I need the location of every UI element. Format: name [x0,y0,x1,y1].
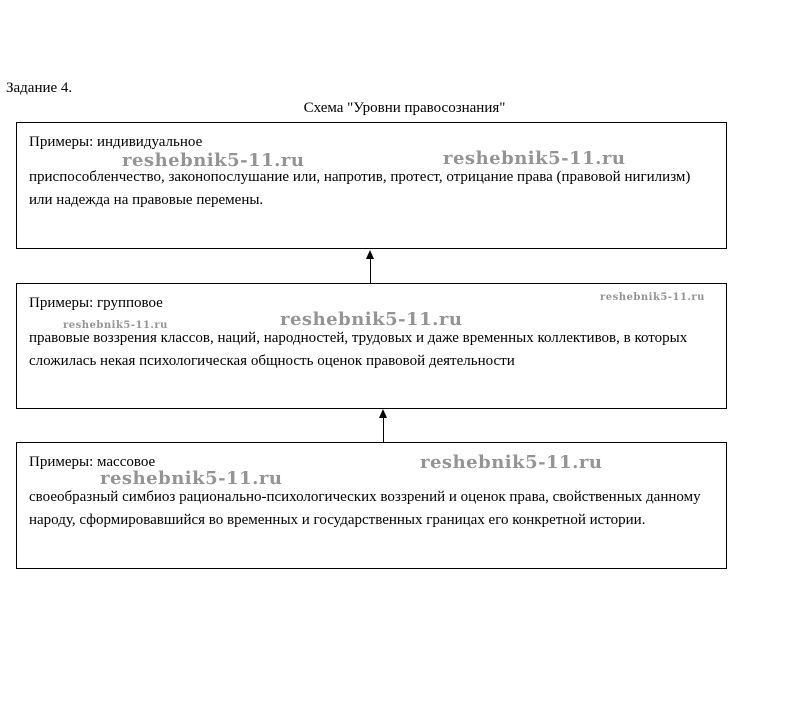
task-label: Задание 4. [6,80,73,96]
level-body: приспособленчество, законопослушание или, напротив, протест, отрицание права (правовой нигилизм) или надежда на правовые перемены. [29,169,691,208]
watermark: reshebnik5-11.ru [280,309,463,330]
watermark: reshebnik5-11.ru [122,150,305,171]
watermark: reshebnik5-11.ru [600,292,705,303]
level-head: Примеры: групповое [29,295,163,311]
level-head: Примеры: массовое [29,454,156,470]
watermark: reshebnik5-11.ru [63,320,168,331]
scheme-title: Схема "Уровни правосознания" [303,100,506,116]
arrow-up-icon [383,417,384,442]
level-head: Примеры: индивидуальное [29,134,203,150]
watermark: reshebnik5-11.ru [420,452,603,473]
arrow-up-icon [370,258,371,283]
level-box-group [16,283,727,409]
level-box-mass [16,442,727,569]
level-body: своеобразный симбиоз рационально-психологических воззрений и оценок права, свойственных данному народу, сформировавшийся во временных и государственных границах его конкретной истории. [29,489,701,528]
watermark: reshebnik5-11.ru [443,148,626,169]
level-box-individual [16,122,727,249]
level-body: правовые воззрения классов, наций, народностей, трудовых и даже временных коллективов, в которых сложилась некая психологическая общность оценок правовой деятельности [29,330,688,369]
watermark: reshebnik5-11.ru [100,468,283,489]
